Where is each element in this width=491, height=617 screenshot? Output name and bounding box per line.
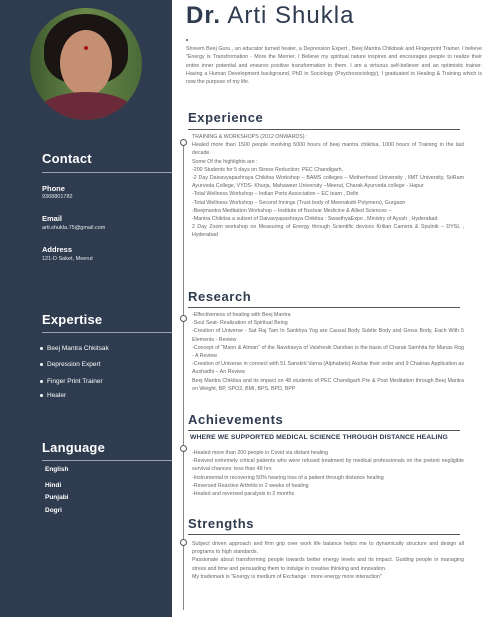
language-heading: Language	[42, 440, 105, 455]
research-line: -Soul Seat- Realization of Spiritual Being	[192, 320, 288, 327]
experience-line: Healed more than 1500 people involving 5000 hours of beej mantra chikitsa, 1000 hours of Training in the last decade.	[192, 142, 464, 157]
bullet-icon	[40, 363, 43, 366]
intro-bullet	[186, 39, 188, 41]
contact-heading: Contact	[42, 151, 92, 166]
address-value: 121-D Saket, Meerut	[42, 256, 93, 262]
research-line: Beej Mantra Chikitsa and its impact on 48 students of PEC Chandigarh Pre & Post Meditation through Beej Mantra on Weight, BP, SPO2, BMI, BPS, BPD, BPP	[192, 377, 464, 392]
strengths-list	[192, 540, 464, 581]
bullet-icon	[40, 380, 43, 383]
experience-line: -Mantra Chikitsa a subset of Daivavyapashraya Chikitsa : SwasthyaExpo , Ministry of Ayush , Hyderabad	[192, 216, 438, 223]
achievements-divider	[188, 430, 460, 431]
experience-heading: Experience	[188, 110, 264, 125]
research-divider	[188, 307, 460, 308]
expertise-divider	[42, 332, 172, 333]
expertise-item: Finger Print Trainer	[40, 378, 103, 385]
address-label: Address	[42, 245, 73, 254]
experience-line: -Total Wellness Workshop – Second Innings (Trust body of Meenakshi Polymers), Gurgaon	[192, 199, 406, 206]
research-line: -Creation of Universe in connect with 51 Sanskrit Varna (Alphabets) Akshar their order and 9 Chakras Application as Aushadhi – An Review	[192, 361, 464, 376]
experience-list	[192, 133, 464, 240]
intro-paragraph: Shreem Beej Guru , an educator turned healer, a Depression Expert , Beej Mantra Chikitsak and Fingerprint Trainer. I believe "Energy is Transformation - More the Merrier. I Believe my spiritual nature inspires and encourages people to realize their entire inner potential and ensures positive transformation in them. I am a virtuous self-believer and an optimistic trainer. Having a Human Development background, PhD in Sociology (Psychosociology), I graduated to Healing & Training which is now the purpose of my life.	[186, 46, 482, 86]
strength-line: Subject driven approach and firm grip over work life balance helps me to dynamically structure and design all programs to high standards.	[192, 541, 464, 556]
achievement-line: -Reversed Reactive Arthritis in 2 weeks of healing	[192, 482, 309, 489]
strengths-divider	[188, 534, 460, 535]
achievement-line: -Revived extremely critical patients who were refused treatment by medical professionals on the pretext negligible survival chances: less than 48 hrs	[192, 458, 464, 473]
timeline-node	[180, 139, 187, 146]
language-item: Punjabi	[45, 494, 69, 501]
experience-divider	[188, 129, 460, 130]
bullet-icon	[40, 394, 43, 397]
contact-divider	[42, 172, 172, 173]
achievement-line: -Instrumental in recovering 50% hearing loss of a patient through distance healing	[192, 474, 384, 481]
strength-line: My trademark is "Energy is medium of Exchange : more energy more interaction"	[192, 573, 382, 580]
timeline-node	[180, 315, 187, 322]
profile-photo	[30, 8, 142, 120]
bullet-icon	[40, 347, 43, 350]
research-list	[192, 311, 464, 393]
experience-line: -Total Wellness Workshop – Indian Ports Association – EC team , Delhi	[192, 191, 359, 198]
experience-line: -Beejmantra Meditation Workshop – Institute of Nuclear Medicine & Allied Sciences –	[192, 207, 392, 214]
expertise-heading: Expertise	[42, 312, 103, 327]
achievement-line: -Healed and reversed paralysis in 2 months	[192, 491, 295, 498]
phone-label: Phone	[42, 184, 65, 193]
sidebar	[0, 0, 172, 617]
strengths-heading: Strengths	[188, 516, 255, 531]
expertise-item: Depression Expert	[40, 361, 100, 368]
timeline-node	[180, 539, 187, 546]
language-item: Dogri	[45, 507, 62, 514]
achievements-subheading: WHERE WE SUPPORTED MEDICAL SCIENCE THROUGH DISTANCE HEALING	[190, 434, 448, 441]
achievements-heading: Achievements	[188, 412, 284, 427]
experience-line: Some Of the highlights are :	[192, 158, 258, 165]
research-heading: Research	[188, 289, 252, 304]
experience-line: 2 Day Zoom workshop on Measuring of Energy through Scientific devices Krilian Camera & Sputnik – DYSL , Hyderabad	[192, 224, 464, 239]
experience-line: -200 Students for 5 days on Stress Reduction: PEC Chandigarh,	[192, 166, 344, 173]
page-title: Dr. Arti Shukla	[186, 2, 355, 29]
email-value: arti.shukla.75@gmail.com	[42, 225, 106, 231]
expertise-item: Healer	[40, 392, 66, 399]
language-divider	[42, 460, 172, 461]
expertise-item: Beej Mantra Chkitsak	[40, 345, 109, 352]
achievement-line: -Healed more than 200 people in Covid via distant healing	[192, 450, 329, 456]
research-line: -Effectiveness of healing with Beej Mantra	[192, 312, 291, 318]
research-line: -Concept of "Mann & Atman" of the Navdravya of Vaishesik Darshan is the basis of Charak Samhita for Manas Rog - A Review	[192, 344, 464, 360]
timeline-node	[180, 445, 187, 452]
experience-line: TRAINING & WORKSHOPS (2012 ONWARDS) :	[192, 134, 308, 140]
phone-value: 9368801782	[42, 194, 73, 200]
language-item: Hindi	[45, 482, 62, 489]
achievements-list	[192, 449, 464, 498]
language-item: English	[45, 466, 69, 473]
strength-line: Passionate about transforming people towards better energy levels and its impact. Guiding people in managing stress and time and persuading them to indulge in creative thinking and innovation.	[192, 557, 464, 572]
email-label: Email	[42, 214, 63, 223]
research-line: -Creation of Universe - Sat Raj Tam In Sankhya Yog are Causal Body Subtle Body and Gross Body, Each With 5 Elements - Review	[192, 328, 464, 343]
experience-line: -2 Day Daivavyapashraya Chikitsa Workshop – BAMS colleges – Motherhood University , IIMT University, SriRam Ayurveda College, VYDS- Khurja, Mahaweer University –Meerut, Charak Ayurveda college - Hapur	[192, 175, 464, 190]
